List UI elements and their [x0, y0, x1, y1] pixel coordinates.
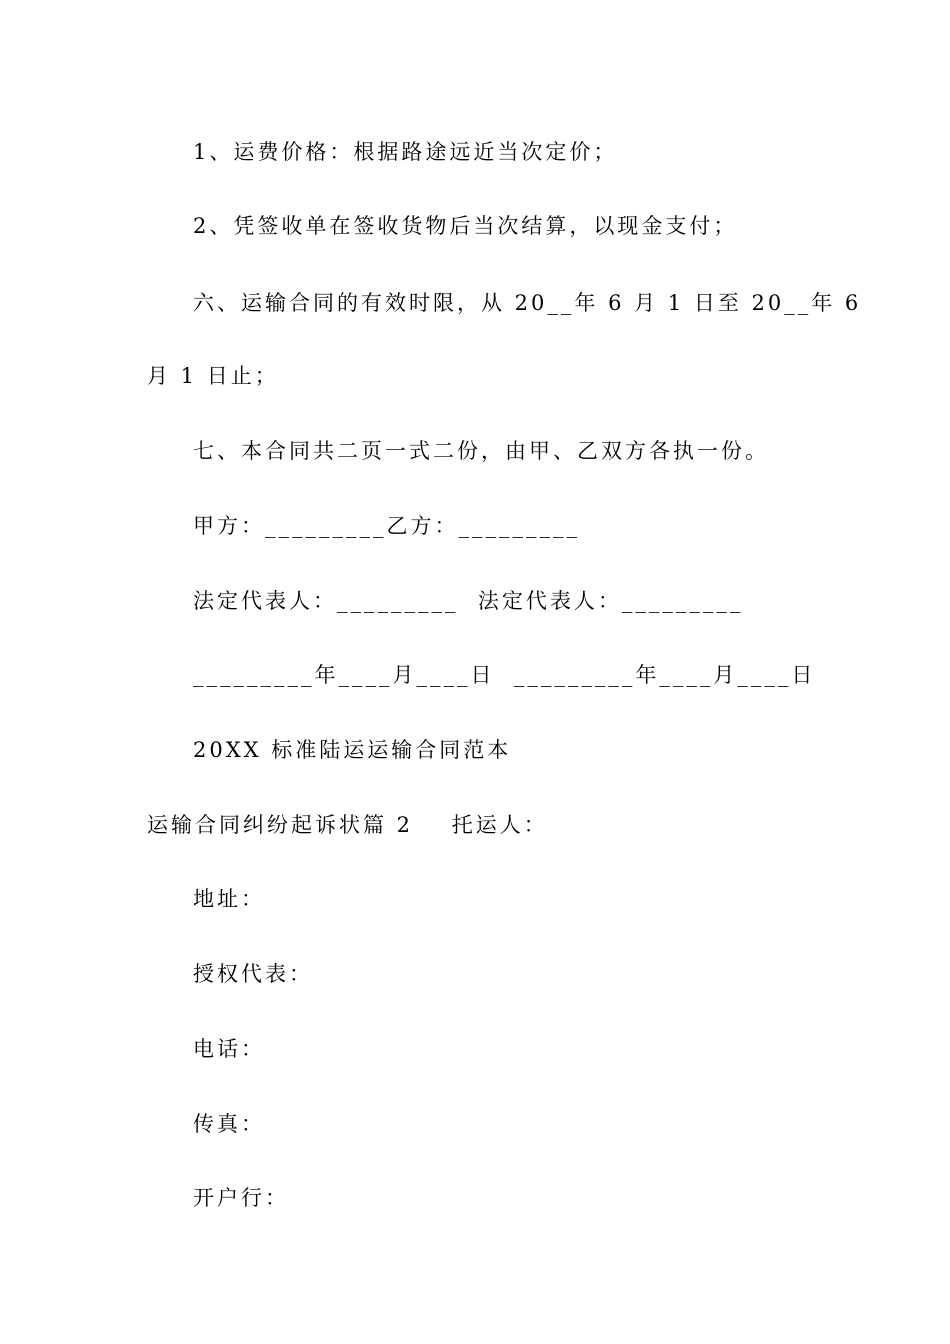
party-signature-line: 甲方：_________乙方：_________: [193, 514, 580, 538]
field-authorized-rep: 授权代表：: [193, 962, 313, 986]
clause-settlement: 2、凭签收单在签收货物后当次结算，以现金支付；: [193, 214, 738, 238]
complaint-heading: 运输合同纠纷起诉状篇 2 托运人：: [147, 813, 548, 837]
field-bank: 开户行：: [193, 1186, 289, 1210]
clause-validity-period: 六、运输合同的有效时限，从 20__年 6 月 1 日至 20__年 6: [193, 291, 862, 315]
clause-copies: 七、本合同共二页一式二份，由甲、乙双方各执一份。: [193, 439, 769, 463]
section-title: 20XX 标准陆运运输合同范本: [193, 738, 512, 762]
clause-freight-price: 1、运费价格：根据路途远近当次定价；: [193, 140, 618, 164]
clause-validity-period-cont: 月 1 日止；: [147, 364, 279, 388]
field-fax: 传真：: [193, 1112, 265, 1136]
field-phone: 电话：: [193, 1037, 265, 1061]
legal-rep-signature-line: 法定代表人：_________ 法定代表人：_________: [193, 589, 744, 613]
field-address: 地址：: [193, 887, 265, 911]
date-signature-line: _________年____月____日 _________年____月____日: [193, 663, 816, 687]
